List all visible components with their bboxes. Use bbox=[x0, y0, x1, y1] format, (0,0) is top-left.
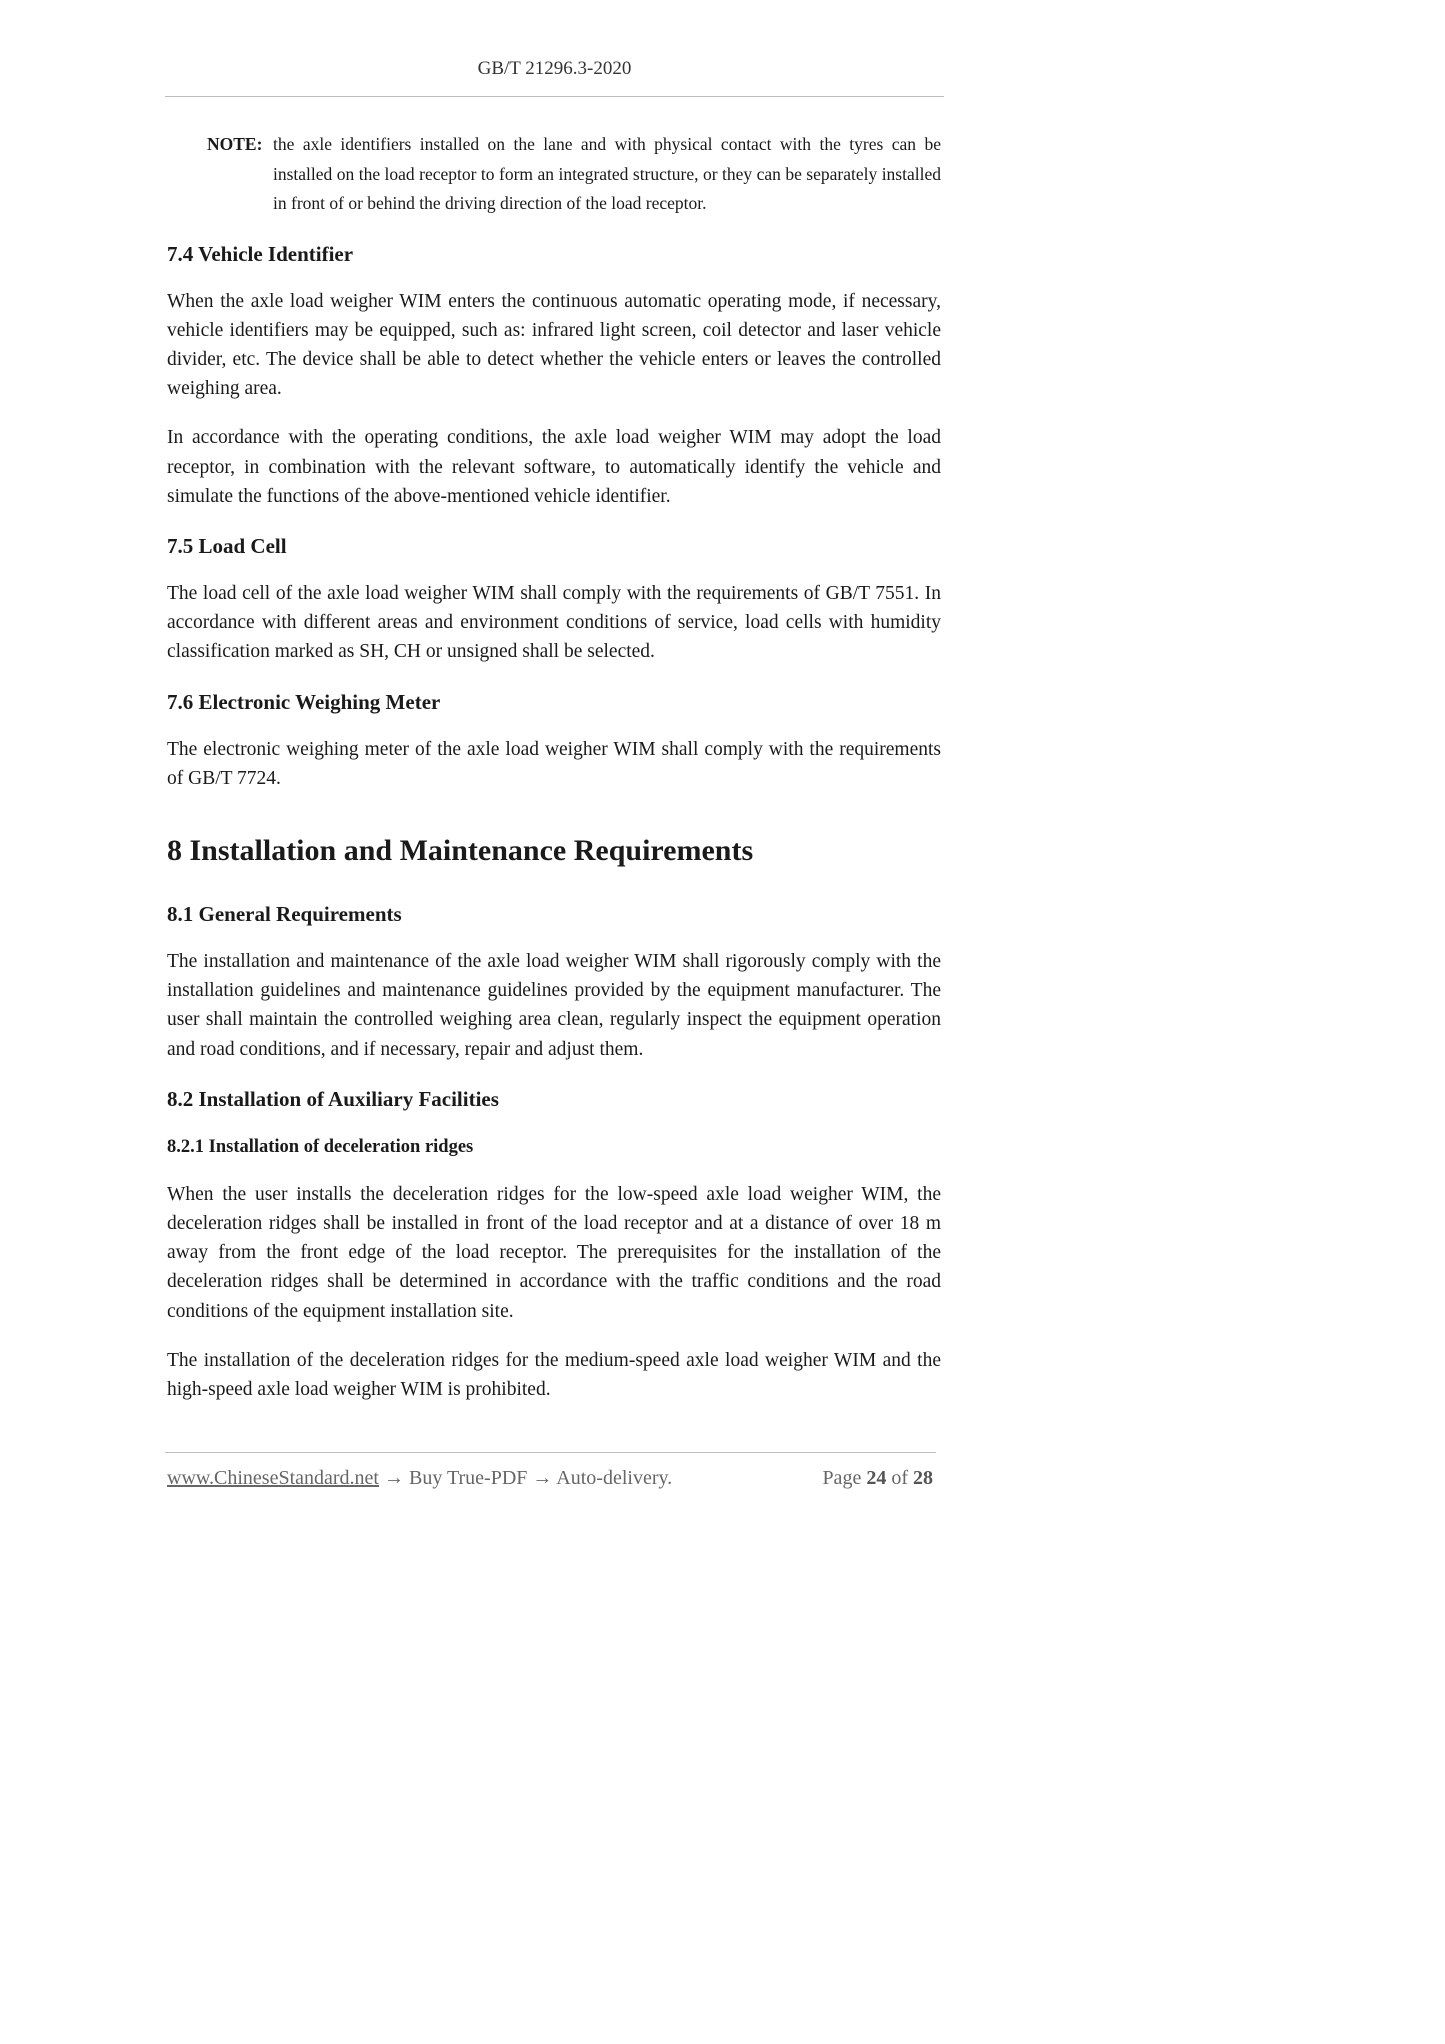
page-content bbox=[167, 130, 941, 1424]
website-link[interactable]: www.ChineseStandard.net bbox=[167, 1467, 379, 1489]
subsection-heading-8-2-1: 8.2.1 Installation of deceleration ridges bbox=[167, 1136, 474, 1157]
note-label: NOTE: bbox=[207, 134, 263, 154]
paragraph: The electronic weighing meter of the axle load weigher WIM shall comply with the requirements of GB/T 7724. bbox=[167, 738, 941, 789]
section-heading-7-6: 7.6 Electronic Weighing Meter bbox=[167, 689, 441, 714]
chapter-heading-8: 8 Installation and Maintenance Requirements bbox=[167, 833, 754, 867]
footer-divider bbox=[165, 1452, 936, 1453]
footer-promo bbox=[167, 1467, 672, 1490]
section-heading-8-1: 8.1 General Requirements bbox=[167, 901, 402, 926]
paragraph: The installation of the deceleration ridges for the medium-speed axle load weigher WIM and the high-speed axle load weigher WIM is prohibited. bbox=[167, 1349, 941, 1400]
page-footer bbox=[167, 1467, 933, 1490]
arrow-right-icon: → bbox=[532, 1467, 553, 1489]
total-pages: 28 bbox=[913, 1467, 933, 1489]
note-text: the axle identifiers installed on the lane and with physical contact with the tyres can be installed on the load receptor to form an integrated structure, or they can be separately installed in front of or behind the driving direction of the load receptor. bbox=[273, 134, 941, 213]
paragraph: When the user installs the deceleration ridges for the low-speed axle load weigher WIM, the deceleration ridges shall be installed in front of the load receptor and at a distance of over 18 m away from the front edge of the load receptor. The prerequisites for the installation of the deceleration ridges shall be determined in accordance with the traffic conditions and the road conditions of the equipment installation site. bbox=[167, 1183, 941, 1322]
section-heading-7-4: 7.4 Vehicle Identifier bbox=[167, 241, 354, 266]
page-counter bbox=[822, 1467, 933, 1490]
paragraph: In accordance with the operating conditions, the axle load weigher WIM may adopt the load receptor, in combination with the relevant software, to automatically identify the vehicle and simulate the functions of the above-mentioned vehicle identifier. bbox=[167, 427, 941, 507]
paragraph: When the axle load weigher WIM enters the continuous automatic operating mode, if necessary, vehicle identifiers may be equipped, such as: infrared light screen, coil detector and laser vehicle divider, etc. The device shall be able to detect whether the vehicle enters or leaves the controlled weighing area. bbox=[167, 290, 941, 400]
paragraph: The load cell of the axle load weigher WIM shall comply with the requirements of GB/T 7551. In accordance with different areas and environment conditions of service, load cells with humidity classification marked as SH, CH or unsigned shall be selected. bbox=[167, 582, 941, 663]
document-header: GB/T 21296.3-2020 bbox=[477, 58, 632, 79]
arrow-right-icon: → bbox=[384, 1467, 404, 1489]
header-divider bbox=[165, 96, 944, 97]
page-label: Page bbox=[822, 1467, 862, 1489]
note-block bbox=[207, 130, 941, 219]
section-heading-8-2: 8.2 Installation of Auxiliary Facilities bbox=[167, 1086, 499, 1111]
buy-text: Buy True-PDF bbox=[409, 1467, 528, 1489]
of-label: of bbox=[891, 1467, 908, 1489]
current-page: 24 bbox=[866, 1467, 887, 1489]
paragraph: The installation and maintenance of the axle load weigher WIM shall rigorously comply with the installation guidelines and maintenance guidelines provided by the equipment manufacturer. The user shall maintain the controlled weighing area clean, regularly inspect the equipment operation and road conditions, and if necessary, repair and adjust them. bbox=[167, 950, 941, 1060]
section-heading-7-5: 7.5 Load Cell bbox=[167, 533, 287, 558]
delivery-text: Auto-delivery. bbox=[556, 1467, 673, 1489]
